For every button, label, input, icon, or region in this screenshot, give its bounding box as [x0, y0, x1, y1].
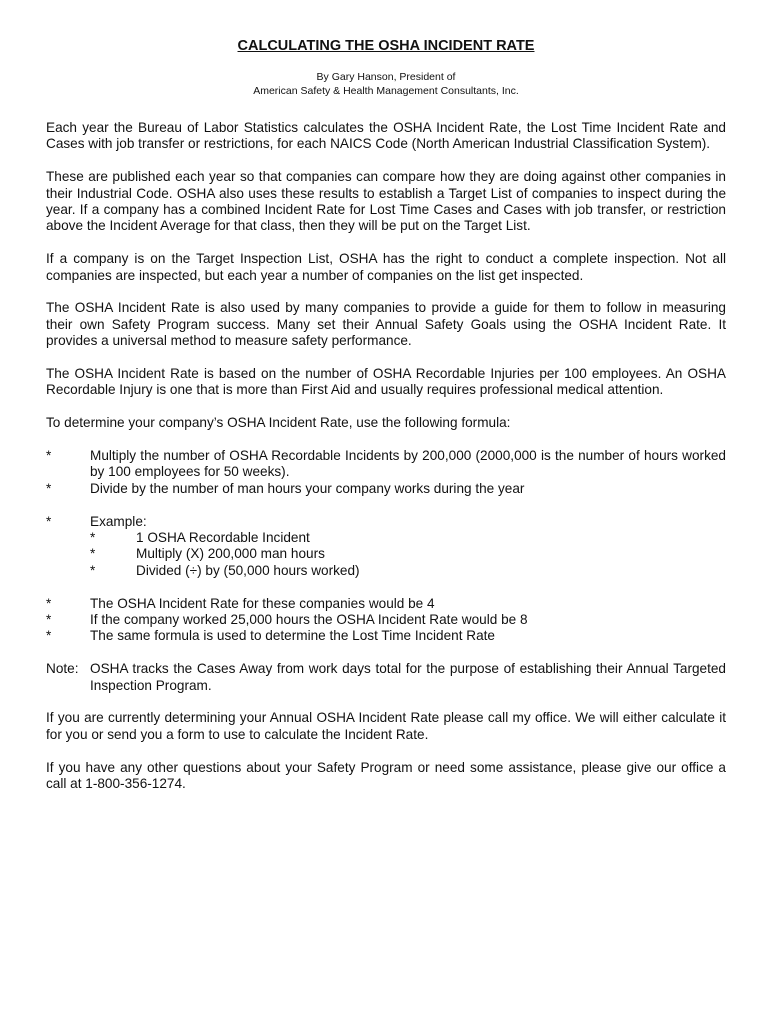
formula-step — [46, 481, 726, 497]
formula-step — [46, 448, 726, 481]
result-text: If the company worked 25,000 hours the OSHA Incident Rate would be 8 — [90, 612, 528, 628]
result-item — [46, 612, 726, 628]
bullet-mark: * — [90, 562, 96, 578]
result-text: The same formula is used to determine the Lost Time Incident Rate — [90, 628, 495, 644]
paragraph: Each year the Bureau of Labor Statistics calculates the OSHA Incident Rate, the Lost Time Incident Rate and Cases with job transfer or restrictions, for each NAICS Code (North American Industrial Classification System). — [46, 120, 726, 152]
bullet-mark: * — [46, 480, 52, 496]
example-item-text: Multiply (X) 200,000 man hours — [136, 546, 325, 562]
paragraph: If you are currently determining your Annual OSHA Incident Rate please call my office. We will either calculate it for you or send you a form to use to calculate the Incident Rate. — [46, 710, 726, 742]
paragraph: These are published each year so that companies can compare how they are doing against other companies in their Industrial Code. OSHA also uses these results to establish a Target List of companies to inspect during the year. If a company has a combined Incident Rate for Lost Time Cases and Cases with job transfer, or restriction above the Incident Average for that class, then they will be put on the Target List. — [46, 169, 726, 234]
result-item — [46, 628, 726, 644]
result-item — [46, 596, 726, 612]
example-item — [90, 530, 726, 546]
paragraph: The OSHA Incident Rate is also used by many companies to provide a guide for them to follow in measuring their own Safety Program success. Many set their Annual Safety Goals using the OSHA Incident Rate. It provides a universal method to measure safety performance. — [46, 300, 726, 349]
example-item — [90, 563, 726, 579]
paragraph: To determine your company’s OSHA Incident Rate, use the following formula: — [46, 415, 511, 431]
document-body — [46, 120, 726, 792]
byline — [46, 70, 726, 98]
byline-company: American Safety & Health Management Consultants, Inc. — [253, 85, 519, 97]
example-label: Example: — [90, 513, 147, 529]
bullet-mark: * — [46, 448, 52, 464]
bullet-mark: * — [90, 530, 96, 546]
note-text: OSHA tracks the Cases Away from work days total for the purpose of establishing their Annual Targeted Inspection Program. — [90, 661, 726, 693]
note-label: Note: — [46, 661, 79, 677]
bullet-mark: * — [46, 628, 52, 644]
example-item-text: Divided (÷) by (50,000 hours worked) — [136, 562, 360, 578]
paragraph: The OSHA Incident Rate is based on the number of OSHA Recordable Injuries per 100 employees. An OSHA Recordable Injury is one that is more than First Aid and usually requires professional medical attention. — [46, 366, 726, 398]
bullet-mark: * — [46, 612, 52, 628]
example-item-text: 1 OSHA Recordable Incident — [136, 530, 310, 546]
bullet-mark: * — [90, 546, 96, 562]
byline-author: By Gary Hanson, President of — [316, 71, 456, 83]
bullet-mark: * — [46, 595, 52, 611]
example-block — [46, 514, 726, 530]
result-text: The OSHA Incident Rate for these companies would be 4 — [90, 595, 435, 611]
document-page — [46, 36, 726, 809]
formula-step-text: Divide by the number of man hours your company works during the year — [90, 480, 525, 496]
page-title: CALCULATING THE OSHA INCIDENT RATE — [237, 38, 535, 54]
example-item — [90, 546, 726, 562]
bullet-mark: * — [46, 513, 52, 529]
contact-paragraph: If you have any other questions about your Safety Program or need some assistance, please give our office a call at 1-800-356-1274. — [46, 759, 726, 792]
note-block — [46, 661, 726, 694]
formula-step-text: Multiply the number of OSHA Recordable Incidents by 200,000 (2000,000 is the number of hours worked by 100 employees for 50 weeks). — [90, 448, 726, 480]
paragraph: If a company is on the Target Inspection List, OSHA has the right to conduct a complete inspection. Not all companies are inspected, but each year a number of companies on the list get inspected. — [46, 251, 726, 283]
